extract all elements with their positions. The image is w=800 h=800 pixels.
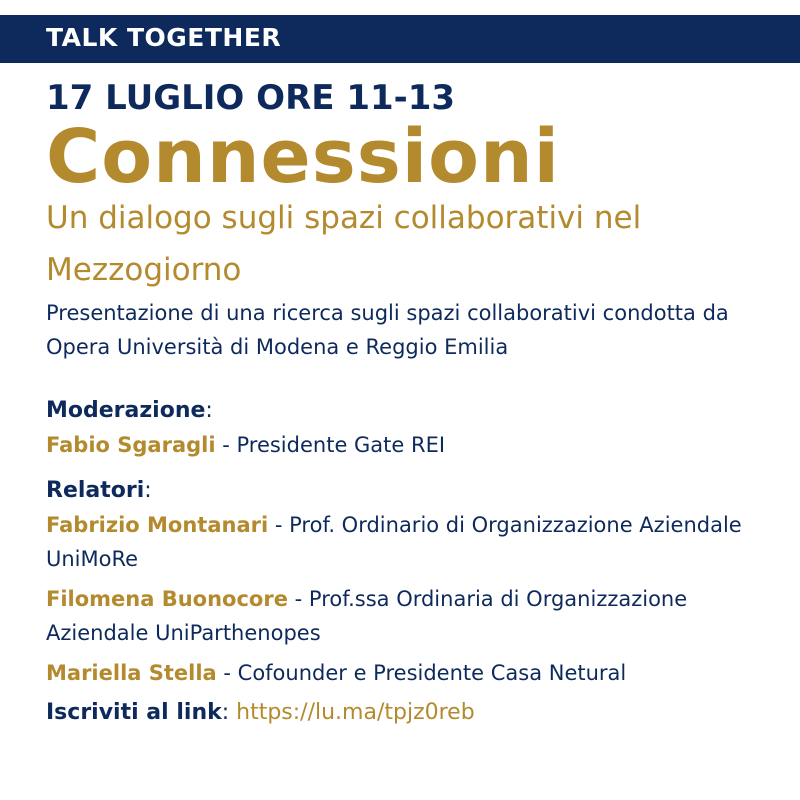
moderation-heading: Moderazione: bbox=[46, 398, 213, 423]
event-subtitle: Un dialogo sugli spazi collaborativi nel Mezzogiorno bbox=[46, 200, 642, 288]
speaker-role: Cofounder e Presidente Casa Netural bbox=[237, 661, 627, 685]
speaker-role: Prof.ssa Ordinaria di Organizzazione Aziendale UniParthenopes bbox=[46, 587, 688, 645]
event-date: 17 LUGLIO ORE 11-13 bbox=[46, 78, 456, 118]
signup-link[interactable]: https://lu.ma/tpjz0reb bbox=[236, 700, 475, 725]
header-band bbox=[0, 15, 800, 63]
event-description: Presentazione di una ricerca sugli spazi collaborativi condotta da Opera Università di Modena e Reggio Emilia bbox=[46, 301, 729, 359]
header-label: TALK TOGETHER bbox=[46, 23, 282, 52]
speaker-entry: Filomena Buonocore - Prof.ssa Ordinaria di Organizzazione Aziendale UniParthenopes bbox=[46, 587, 688, 645]
speaker-entry: Fabrizio Montanari - Prof. Ordinario di Organizzazione Aziendale UniMoRe bbox=[46, 513, 742, 571]
speaker-entry: Mariella Stella - Cofounder e Presidente Casa Netural bbox=[46, 661, 627, 685]
speaker-name: Fabrizio Montanari bbox=[46, 513, 269, 537]
moderator-entry: Fabio Sgaragli - Presidente Gate REI bbox=[46, 433, 446, 457]
speaker-name: Mariella Stella bbox=[46, 661, 217, 685]
signup-row: Iscriviti al link: https://lu.ma/tpjz0reb bbox=[46, 700, 475, 725]
moderator-role: Presidente Gate REI bbox=[236, 433, 446, 457]
speakers-heading: Relatori: bbox=[46, 478, 152, 503]
event-title: Connessioni bbox=[46, 114, 561, 200]
speaker-name: Filomena Buonocore bbox=[46, 587, 288, 611]
speaker-role: Prof. Ordinario di Organizzazione Aziendale UniMoRe bbox=[46, 513, 742, 571]
moderation-heading-label: Moderazione bbox=[46, 398, 206, 423]
moderator-name: Fabio Sgaragli bbox=[46, 433, 216, 457]
signup-label: Iscriviti al link bbox=[46, 700, 222, 725]
speakers-heading-label: Relatori bbox=[46, 478, 145, 503]
event-content bbox=[46, 78, 786, 730]
